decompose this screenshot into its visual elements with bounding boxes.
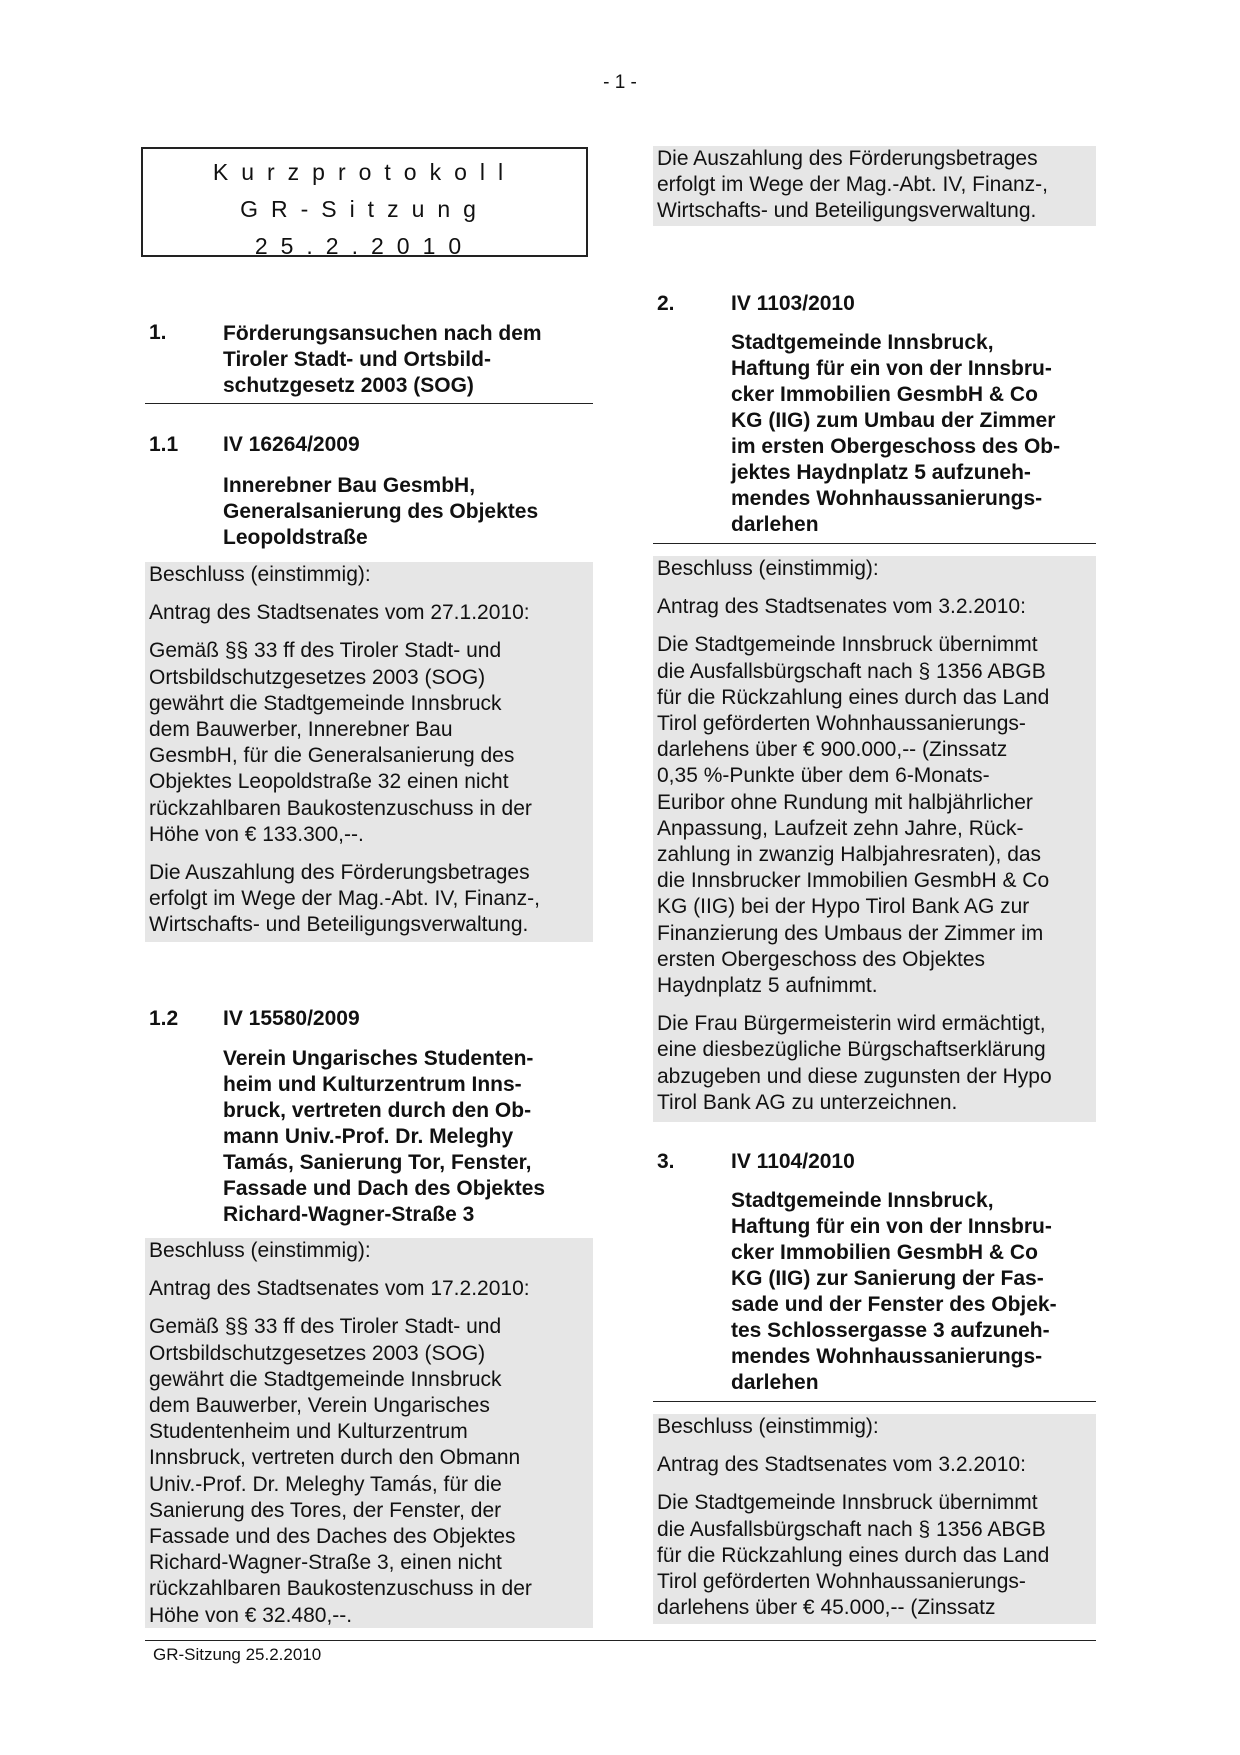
authorization-line: Die Frau Bürgermeisterin wird ermächtigt,: [657, 1012, 1046, 1036]
body-line: Innsbruck, vertreten durch den Obmann: [149, 1446, 521, 1470]
section-2-title-line: jektes Haydnplatz 5 aufzuneh-: [731, 461, 1031, 484]
motion-label: Antrag des Stadtsenates vom 3.2.2010:: [657, 1453, 1026, 1477]
title-gr-sitzung: GR-Sitzung: [240, 196, 489, 222]
section-1-1-number: 1.1: [149, 433, 179, 456]
body-line: Gemäß §§ 33 ff des Tiroler Stadt- und: [149, 639, 502, 663]
body-line: dem Bauwerber, Innerebner Bau: [149, 718, 453, 742]
section-3-ref: IV 1104/2010: [731, 1150, 855, 1173]
body-line: Anpassung, Laufzeit zehn Jahre, Rück-: [657, 816, 1024, 840]
payout-line: Die Auszahlung des Förderungsbetrages: [657, 147, 1038, 170]
footer-text: GR-Sitzung 25.2.2010: [153, 1645, 322, 1664]
body-line: darlehens über € 900.000,-- (Zinssatz: [657, 738, 1008, 762]
section-2-title-line: im ersten Obergeschoss des Ob-: [731, 435, 1061, 458]
decision-body: [149, 1314, 589, 1628]
section-3-title: [731, 1188, 1096, 1396]
authorization-line: eine diesbezügliche Bürgschaftserklärung: [657, 1038, 1046, 1062]
body-line: gewährt die Stadtgemeinde Innsbruck: [149, 691, 502, 715]
body-line: ersten Obergeschoss des Objektes: [657, 947, 986, 971]
motion-label: Antrag des Stadtsenates vom 3.2.2010:: [657, 595, 1026, 619]
section-2-title-line: KG (IIG) zum Umbau der Zimmer: [731, 409, 1056, 432]
decision-label: Beschluss (einstimmig):: [149, 1239, 371, 1262]
section-1-1-decision-block: [145, 562, 593, 942]
section-1-1-title-line: Leopoldstraße: [223, 526, 368, 549]
section-2-title-line: cker Immobilien GesmbH & Co: [731, 383, 1038, 406]
section-1-2-title: [223, 1046, 593, 1228]
body-line: für die Rückzahlung eines durch das Land: [657, 685, 1050, 709]
decision-label: Beschluss (einstimmig):: [657, 1415, 879, 1438]
body-line: die Innsbrucker Immobilien GesmbH & Co: [657, 869, 1050, 893]
page-number: - 1 -: [603, 72, 637, 93]
payout-line: erfolgt im Wege der Mag.-Abt. IV, Finanz-,: [149, 887, 541, 911]
body-line: Die Stadtgemeinde Innsbruck übernimmt: [657, 633, 1038, 657]
body-line: Richard-Wagner-Straße 3, einen nicht: [149, 1551, 502, 1575]
section-1-2-number: 1.2: [149, 1007, 179, 1030]
body-line: Haydnplatz 5 aufnimmt.: [657, 974, 878, 998]
section-1-2-title-line: Richard-Wagner-Straße 3: [223, 1203, 475, 1226]
section-3-title-line: cker Immobilien GesmbH & Co: [731, 1241, 1038, 1264]
section-2-decision-block: [653, 556, 1096, 1122]
section-3-title-line: darlehen: [731, 1371, 819, 1394]
section-1-title: [223, 321, 593, 399]
section-3-title-line: Stadtgemeinde Innsbruck,: [731, 1189, 994, 1212]
body-line: KG (IIG) bei der Hypo Tirol Bank AG zur: [657, 895, 1030, 919]
section-1-2-ref: IV 15580/2009: [223, 1007, 360, 1030]
body-line: zahlung in zwanzig Halbjahresraten), das: [657, 843, 1042, 867]
body-line: die Ausfallsbürgschaft nach § 1356 ABGB: [657, 1517, 1046, 1541]
body-line: GesmbH, für die Generalsanierung des: [149, 744, 515, 768]
decision-label: Beschluss (einstimmig):: [149, 563, 371, 586]
section-1-2-title-line: heim und Kulturzentrum Inns-: [223, 1073, 522, 1096]
body-line: Objektes Leopoldstraße 32 einen nicht: [149, 770, 509, 794]
section-1-2-title-line: Tamás, Sanierung Tor, Fenster,: [223, 1151, 532, 1174]
payout-line: Wirtschafts- und Beteiligungsverwaltung.: [149, 913, 529, 937]
section-3-decision-block: [653, 1414, 1096, 1624]
body-line: Euribor ohne Rundung mit halbjährlicher: [657, 790, 1033, 814]
body-line: Höhe von € 32.480,--.: [149, 1603, 353, 1627]
section-1-1-title-line: Generalsanierung des Objektes: [223, 500, 539, 523]
section-1-2-title-line: Verein Ungarisches Studenten-: [223, 1047, 534, 1070]
body-line: für die Rückzahlung eines durch das Land: [657, 1543, 1050, 1567]
section-1-2-title-line: mann Univ.-Prof. Dr. Meleghy: [223, 1125, 514, 1148]
section-3-title-line: Haftung für ein von der Innsbru-: [731, 1215, 1052, 1238]
section-1-1-title: [223, 473, 593, 551]
section-3-number: 3.: [657, 1150, 675, 1173]
title-date: 25.2.2010: [254, 233, 475, 259]
section-3-title-line: mendes Wohnhaussanierungs-: [731, 1345, 1043, 1368]
section-2-title-line: darlehen: [731, 513, 819, 536]
body-line: Fassade und des Daches des Objektes: [149, 1525, 516, 1549]
body-line: Tirol geförderten Wohnhaussanierungs-: [657, 1570, 1026, 1594]
payout-line: Wirtschafts- und Beteiligungsverwaltung.: [657, 199, 1037, 223]
motion-label: Antrag des Stadtsenates vom 17.2.2010:: [149, 1277, 530, 1301]
body-line: Höhe von € 133.300,--.: [149, 822, 364, 846]
body-line: Finanzierung des Umbaus der Zimmer im: [657, 921, 1044, 945]
right-column: [653, 0, 1096, 1755]
decision-body: [149, 638, 589, 848]
payout-line: Die Auszahlung des Förderungsbetrages: [149, 861, 530, 885]
body-line: Gemäß §§ 33 ff des Tiroler Stadt- und: [149, 1315, 502, 1339]
payout-line: erfolgt im Wege der Mag.-Abt. IV, Finanz-,: [657, 173, 1049, 197]
body-line: Ortsbildschutzgesetzes 2003 (SOG): [149, 1341, 486, 1365]
body-line: rückzahlbaren Baukostenzuschuss in der: [149, 1577, 532, 1601]
section-1-2-title-line: bruck, vertreten durch den Ob-: [223, 1099, 532, 1122]
section-1-title-line: Tiroler Stadt- und Ortsbild-: [223, 348, 491, 371]
left-column: [145, 0, 593, 1755]
section-2-title-line: Haftung für ein von der Innsbru-: [731, 357, 1052, 380]
body-line: die Ausfallsbürgschaft nach § 1356 ABGB: [657, 659, 1046, 683]
authorization-note: [657, 1011, 1092, 1116]
footer-rule: [145, 1640, 1096, 1641]
body-line: rückzahlbaren Baukostenzuschuss in der: [149, 796, 532, 820]
section-3-title-line: tes Schlossergasse 3 aufzuneh-: [731, 1319, 1050, 1342]
body-line: Univ.-Prof. Dr. Meleghy Tamás, für die: [149, 1472, 502, 1496]
body-line: Ortsbildschutzgesetzes 2003 (SOG): [149, 665, 486, 689]
body-line: darlehens über € 45.000,-- (Zinssatz: [657, 1596, 996, 1620]
title-kurzprotokoll: Kurzprotokoll: [212, 159, 517, 185]
section-3-rule: [653, 1401, 1096, 1402]
section-2-title-line: mendes Wohnhaussanierungs-: [731, 487, 1043, 510]
body-line: dem Bauwerber, Verein Ungarisches: [149, 1394, 490, 1418]
body-line: 0,35 %-Punkte über dem 6-Monats-: [657, 764, 990, 788]
section-2-number: 2.: [657, 292, 675, 315]
decision-label: Beschluss (einstimmig):: [657, 557, 879, 580]
section-1-1-title-line: Innerebner Bau GesmbH,: [223, 474, 476, 497]
section-1-rule: [145, 403, 593, 404]
section-1-number: 1.: [149, 321, 167, 344]
section-1-1-ref: IV 16264/2009: [223, 433, 360, 456]
section-1-title-line: schutzgesetz 2003 (SOG): [223, 374, 474, 397]
section-1-2-decision-block: [145, 1238, 593, 1628]
motion-label: Antrag des Stadtsenates vom 27.1.2010:: [149, 601, 530, 625]
section-2-title-line: Stadtgemeinde Innsbruck,: [731, 331, 994, 354]
body-line: gewährt die Stadtgemeinde Innsbruck: [149, 1367, 502, 1391]
authorization-line: Tirol Bank AG zu unterzeichnen.: [657, 1090, 958, 1114]
decision-body: [657, 632, 1092, 999]
section-2-title: [731, 330, 1096, 538]
section-3-title-line: sade und der Fenster des Objek-: [731, 1293, 1057, 1316]
section-2-ref: IV 1103/2010: [731, 292, 855, 315]
section-1-title-line: Förderungsansuchen nach dem: [223, 322, 542, 345]
authorization-line: abzugeben und diese zugunsten der Hypo: [657, 1064, 1052, 1088]
body-line: Die Stadtgemeinde Innsbruck übernimmt: [657, 1491, 1038, 1515]
section-1-2-title-line: Fassade und Dach des Objektes: [223, 1177, 546, 1200]
decision-body: [657, 1490, 1092, 1621]
section-2-rule: [653, 543, 1096, 544]
body-line: Tirol geförderten Wohnhaussanierungs-: [657, 712, 1026, 736]
body-line: Studentenheim und Kulturzentrum: [149, 1420, 468, 1444]
continuation-payout-note: [653, 146, 1096, 226]
payout-note: [149, 860, 589, 939]
section-3-title-line: KG (IIG) zur Sanierung der Fas-: [731, 1267, 1044, 1290]
body-line: Sanierung des Tores, der Fenster, der: [149, 1498, 502, 1522]
